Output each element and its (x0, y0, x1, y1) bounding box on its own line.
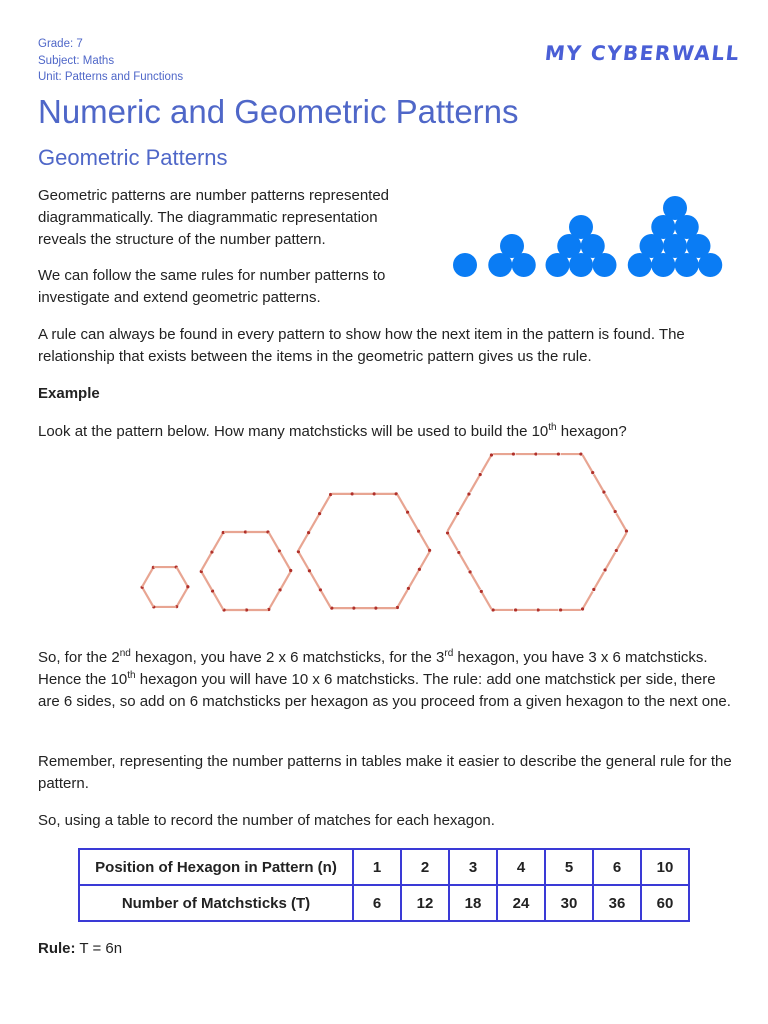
matchstick (397, 495, 407, 513)
matchstick (583, 591, 593, 609)
table-cell: 3 (449, 849, 497, 885)
matchstick (269, 532, 280, 551)
matchstick-head (490, 453, 493, 456)
matchstick-head (456, 512, 459, 515)
hexagon (141, 565, 190, 608)
matchstick (408, 514, 418, 532)
matchstick-head (467, 492, 470, 495)
table-intro-paragraph: So, using a table to record the number of matches for each hexagon. (38, 812, 495, 829)
matchstick (481, 455, 491, 473)
matchstick-head (559, 608, 562, 611)
matchstick-head (428, 549, 431, 552)
matchstick (583, 455, 593, 473)
table-row-header: Number of Matchsticks (T) (79, 885, 353, 921)
explanation-sup-3: th (127, 670, 136, 681)
hexagon (446, 452, 628, 611)
matchstick (320, 590, 330, 608)
table-cell: 36 (593, 885, 641, 921)
matchstick-head (446, 531, 449, 534)
matchstick (269, 591, 280, 610)
matchstick (616, 533, 626, 551)
table-cell: 24 (497, 885, 545, 921)
matchstick-head (536, 608, 539, 611)
matchstick-head (592, 588, 595, 591)
matchstick (213, 591, 224, 610)
table-cell: 6 (353, 885, 401, 921)
matchstick (605, 494, 615, 512)
example-heading: Example (38, 385, 100, 402)
matchstick (177, 567, 188, 586)
section-title: Geometric Patterns (38, 145, 228, 170)
matchstick (470, 572, 480, 590)
rules-paragraph: We can follow the same rules for number patterns to investigate and extend geometric patterns. (38, 267, 386, 306)
matchstick-head (557, 452, 560, 455)
table-cell: 1 (353, 849, 401, 885)
matchstick-head (479, 473, 482, 476)
matchstick (594, 474, 604, 492)
matchstick-head (307, 531, 310, 534)
table-cell: 6 (593, 849, 641, 885)
table-cell: 60 (641, 885, 689, 921)
matchstick-head (512, 452, 515, 455)
matchstick-head (319, 588, 322, 591)
matchstick-head (602, 490, 605, 493)
matchstick (419, 533, 429, 551)
matchstick (298, 552, 308, 570)
table-cell: 12 (401, 885, 449, 921)
explanation-sup-1: nd (119, 648, 131, 659)
matchstick-head (406, 511, 409, 514)
matchstick (419, 552, 429, 570)
explanation-sup-2: rd (444, 648, 454, 659)
matchstick-head (614, 510, 617, 513)
matchstick-head (579, 452, 582, 455)
matchstick (280, 571, 291, 590)
matchstick-head (373, 492, 376, 495)
matchstick (309, 571, 319, 589)
matchstick (459, 552, 469, 570)
rule-paragraph: A rule can always be found in every pattern to show how the next item in the pattern is found. The relationship that exists between the items in the geometric pattern gives us the rule. (38, 326, 685, 365)
matchstick (213, 532, 224, 551)
matchstick-head (534, 452, 537, 455)
matchstick-head (186, 585, 189, 588)
matchstick-head (418, 568, 421, 571)
matchstick (298, 533, 308, 551)
matchstick-head (351, 492, 354, 495)
intro-paragraph: Geometric patterns are number patterns represented diagrammatically. The diagrammatic representation reveals the structure of the number pattern. (38, 187, 390, 248)
question-sup: th (548, 422, 557, 433)
matchstick-head (329, 493, 332, 496)
grade-label: Grade: 7 (38, 38, 83, 50)
matchstick-head (581, 607, 584, 610)
matchstick-head (374, 607, 377, 610)
matchstick (309, 514, 319, 532)
matchstick (142, 587, 153, 606)
explanation-part-3: hexagon, you have 3 x 6 matchsticks. Hence the 10 (38, 649, 708, 688)
matchstick (142, 567, 153, 586)
table-row-header: Position of Hexagon in Pattern (n) (79, 849, 353, 885)
matchstick (605, 552, 615, 570)
matchstick (201, 571, 212, 590)
matchstick-head (591, 471, 594, 474)
matchstick-head (308, 569, 311, 572)
explanation-part-1: So, for the 2 (38, 649, 120, 666)
matchstick-head (625, 529, 628, 532)
hexagon (297, 492, 431, 610)
unit-label: Unit: Patterns and Functions (38, 71, 184, 83)
matchstick (448, 513, 458, 531)
matchstick (397, 590, 407, 608)
matchstick-head (396, 606, 399, 609)
rule-value: T = 6n (75, 940, 123, 957)
explanation-part-2: hexagon, you have 2 x 6 matchsticks, for the 3 (130, 649, 445, 666)
matchstick (470, 474, 480, 492)
matchstick-head (615, 549, 618, 552)
matchstick (616, 513, 626, 531)
matchstick-head (514, 608, 517, 611)
matchstick (594, 572, 604, 590)
table-cell: 4 (497, 849, 545, 885)
explanation-part-4: hexagon you will have 10 x 6 matchsticks. The rule: add one matchstick per side, there are 6 sides, so add on 6 matchsticks per hexagon as you proceed from a given hexagon to the next one. (38, 671, 731, 710)
matchstick (201, 552, 212, 571)
table-cell: 5 (545, 849, 593, 885)
matchstick (320, 495, 330, 513)
rule-label: Rule: (38, 940, 76, 957)
table-cell: 30 (545, 885, 593, 921)
subject-label: Subject: Maths (38, 54, 115, 67)
table-cell: 10 (641, 849, 689, 885)
matchstick (408, 571, 418, 589)
matchstick-head (318, 512, 321, 515)
matchstick (459, 494, 469, 512)
matchstick-head (480, 590, 483, 593)
matchstick-head (289, 569, 292, 572)
matchstick (177, 587, 188, 606)
hexagon (200, 530, 293, 611)
matchstick (481, 591, 491, 609)
table-cell: 2 (401, 849, 449, 885)
question-before: Look at the pattern below. How many matchsticks will be used to build the 10 (38, 423, 549, 440)
page-title: Numeric and Geometric Patterns (38, 93, 519, 130)
matchstick-head (491, 608, 494, 611)
brand-logo: MY CYBERWALL (543, 41, 742, 65)
matchstick (280, 552, 291, 571)
matchstick-head (457, 551, 460, 554)
table-tip-paragraph: Remember, representing the number patterns in tables make it easier to describe the general rule for the pattern. (38, 753, 732, 792)
matchstick-head (468, 570, 471, 573)
matchstick-head (417, 530, 420, 533)
table-cell: 18 (449, 885, 497, 921)
matchstick (448, 533, 458, 551)
matchstick-head (603, 568, 606, 571)
matchstick-head (407, 587, 410, 590)
question-after: hexagon? (556, 423, 627, 440)
matchstick-head (352, 607, 355, 610)
